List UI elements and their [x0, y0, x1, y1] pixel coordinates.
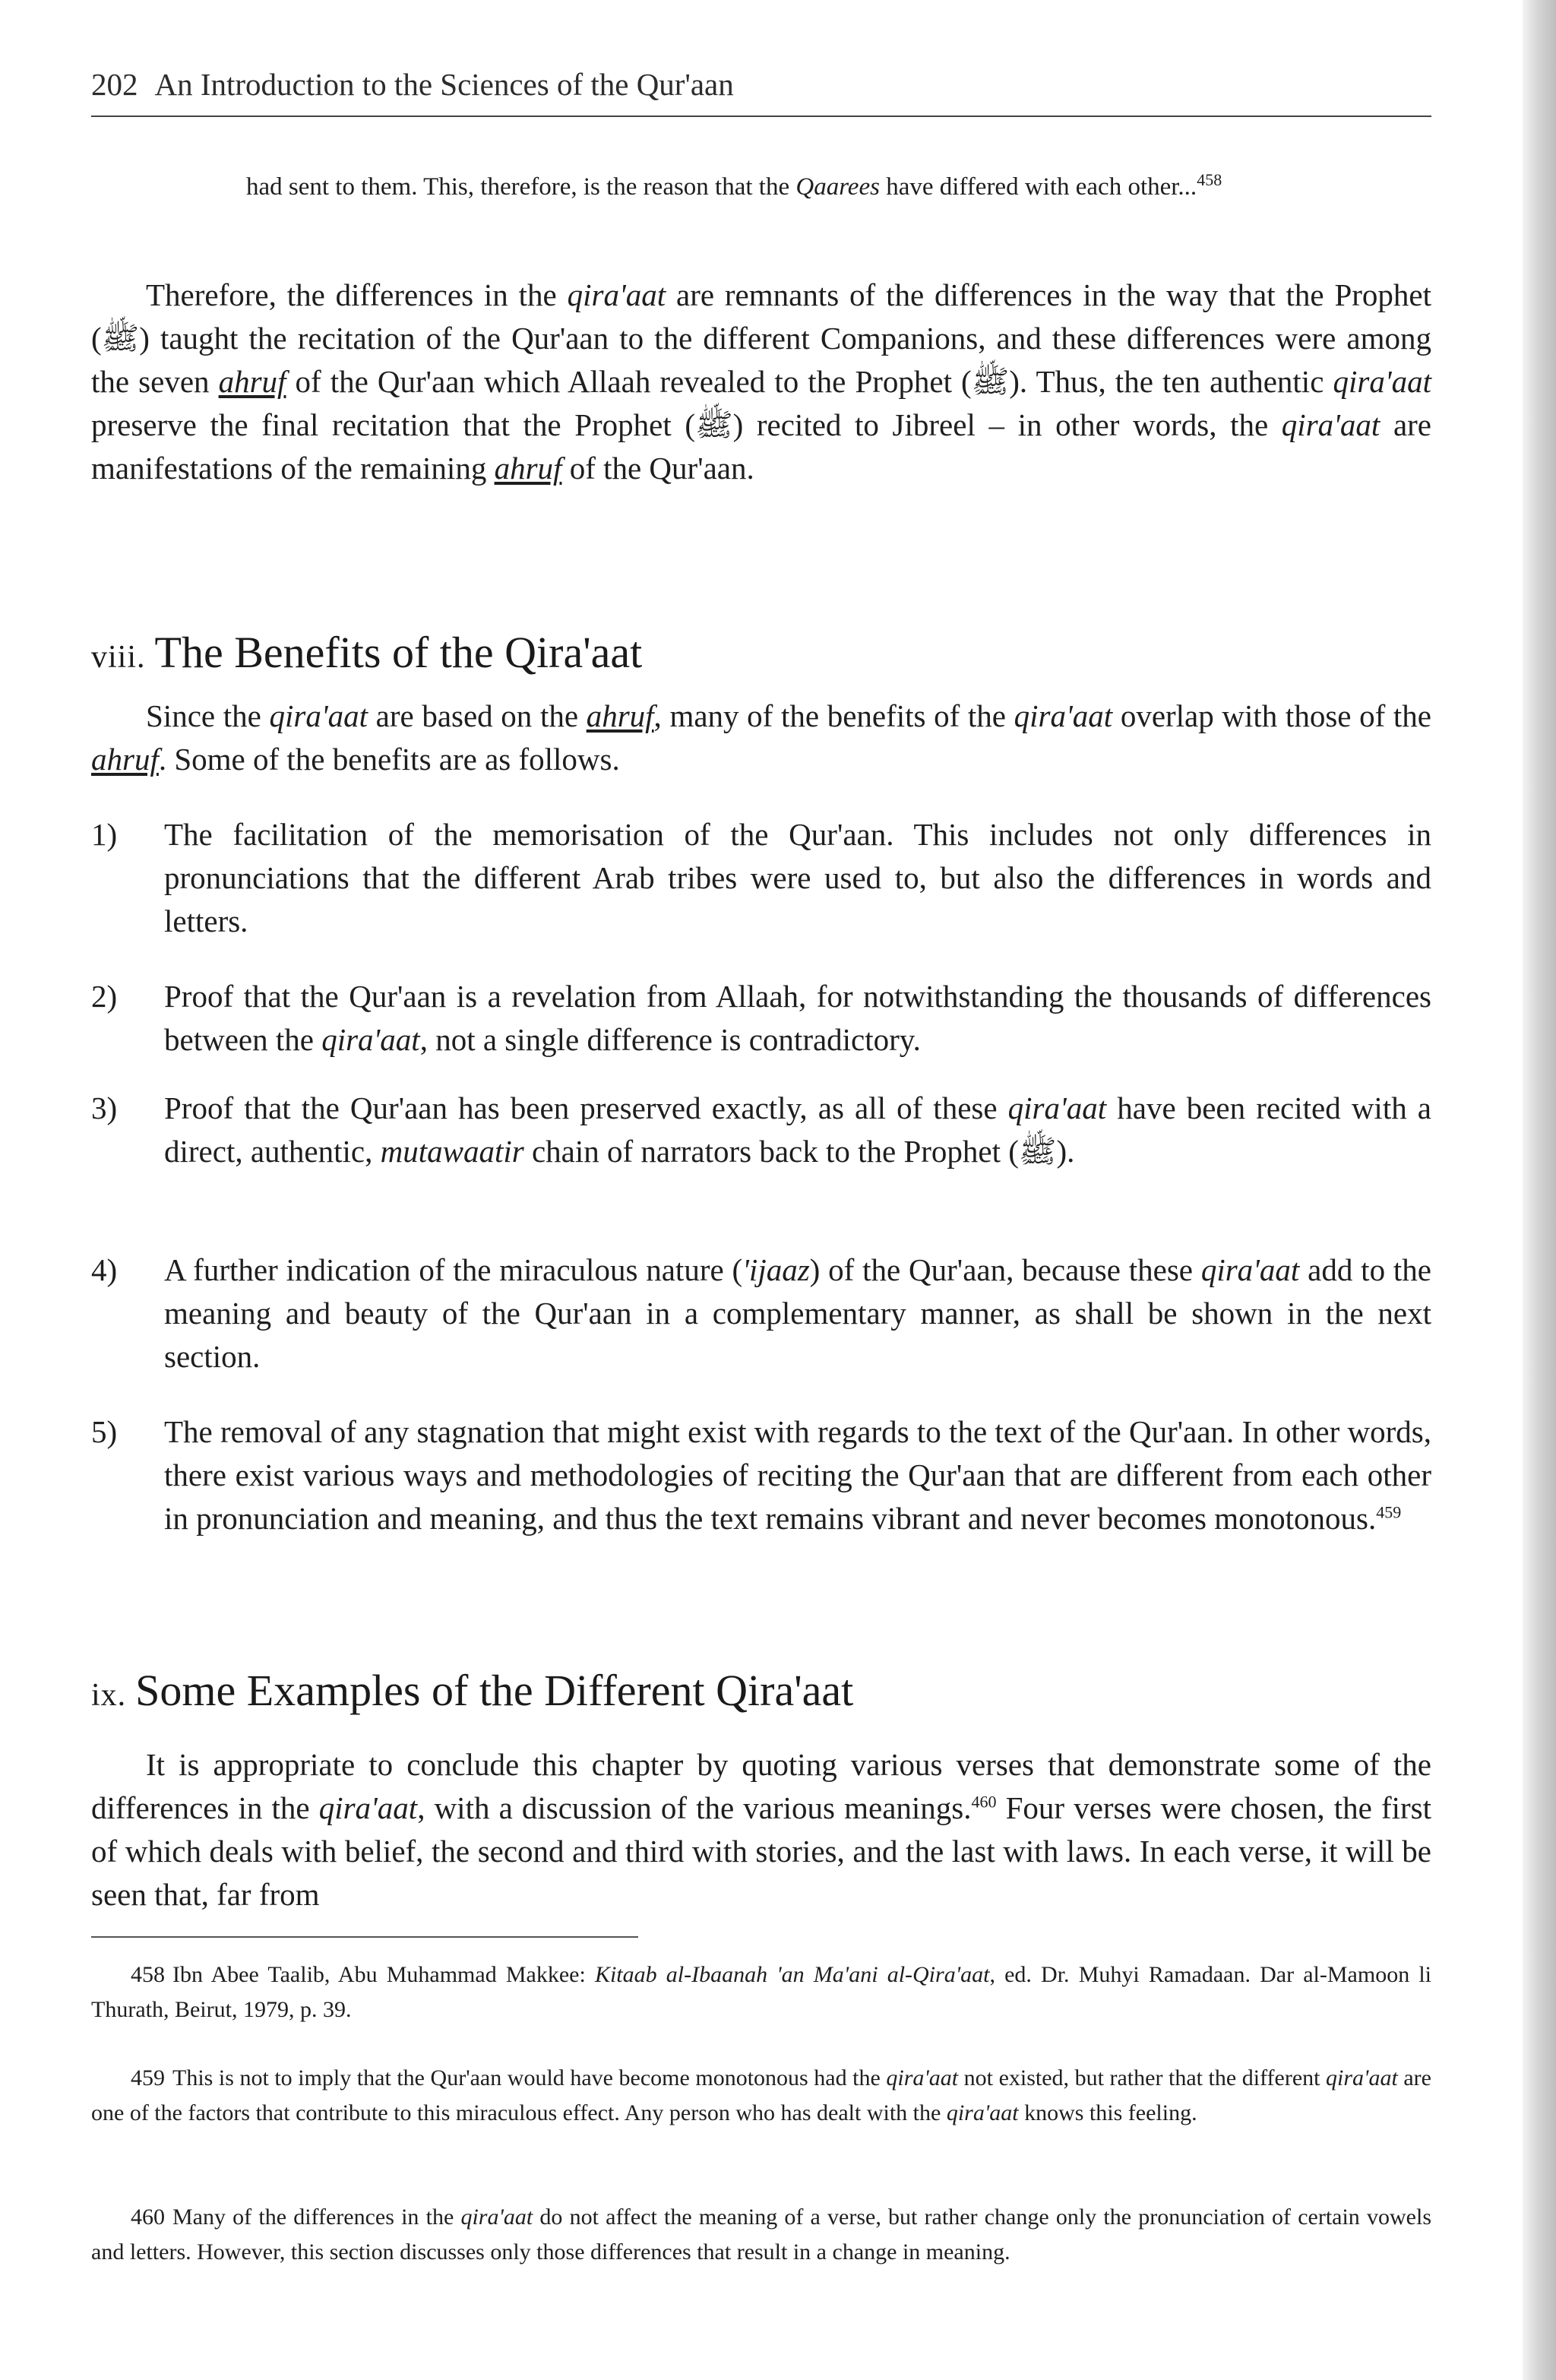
section-numeral: viii. — [91, 640, 146, 675]
section-title: Some Examples of the Different Qira'aat — [135, 1666, 854, 1715]
footnote: 460 Many of the differences in the qira'aat do not affect the meaning of a verse, but rather change only the pronunciation of certain vowels and letters. However, this section discusses only those differences that result in a change in meaning. — [91, 2204, 1431, 2264]
list-text: A further indication of the miraculous nature ('ijaaz) of the Qur'aan, because these qira'aat add to the meaning and beauty of the Qur'aan in a complementary manner, as shall be shown in the next section. — [164, 1252, 1431, 1374]
footnote-number: 459 — [131, 2065, 165, 2090]
paragraph-benefits-intro: Since the qira'aat are based on the ahruf, many of the benefits of the qira'aat overlap with those of the ahruf. Some of the benefits are as follows. — [91, 698, 1431, 777]
section-heading-benefits — [91, 626, 642, 684]
section-numeral: ix. — [91, 1678, 127, 1713]
page-number: 202 — [91, 67, 138, 102]
section-heading-examples — [91, 1664, 853, 1722]
paragraph-examples-intro: It is appropriate to conclude this chapter by quoting various verses that demonstrate some of the differences in the qira'aat, with a discussion of the various meanings.$^{460}$ Four verses were chosen, the first of which deals with belief, the second and third with stories, and the last with laws. In each verse, it will be seen that, far from — [91, 1747, 1432, 1912]
list-text: Proof that the Qur'aan has been preserved exactly, as all of these qira'aat have been recited with a direct, authentic, mutawaatir chain of narrators back to the Prophet (ﷺ). — [164, 1090, 1431, 1169]
footnote-rule — [91, 1936, 638, 1938]
footnote: 458 Ibn Abee Taalib, Abu Muhammad Makkee: Kitaab al-Ibaanah 'an Ma'ani al-Qira'aat, ed. Dr. Muhyi Ramadaan. Dar al-Mamoon li Thurath, Beirut, 1979, p. 39. — [91, 1962, 1432, 2022]
running-header — [91, 65, 1431, 103]
page-edge-shadow — [1523, 0, 1556, 2380]
footnote: 459 This is not to imply that the Qur'aan would have become monotonous had the qira'aat not existed, but rather that the different qira'aat are one of the factors that contribute to this miraculous effect. Any person who has dealt with the qira'aat knows this feeling. — [91, 2065, 1431, 2125]
list-number: 2) — [91, 979, 118, 1014]
section-title: The Benefits of the Qira'aat — [154, 628, 643, 677]
list-number: 4) — [91, 1252, 118, 1287]
header-rule — [91, 116, 1431, 117]
running-title: An Introduction to the Sciences of the Qur'aan — [154, 67, 734, 102]
footnote-number: 458 — [131, 1962, 165, 1987]
list-number: 1) — [91, 817, 118, 852]
footnote-number: 460 — [131, 2204, 165, 2230]
footnote-ref-459: 459 — [1376, 1502, 1402, 1522]
list-number: 5) — [91, 1414, 118, 1449]
list-number: 3) — [91, 1090, 118, 1125]
footnote-ref-458: 458 — [1197, 170, 1222, 189]
list-text: The facilitation of the memorisation of the Qur'aan. This includes not only differences in pronunciations that the different Arab tribes were used to, but also the differences in words and letters. — [164, 817, 1431, 938]
list-text: Proof that the Qur'aan is a revelation from Allaah, for notwithstanding the thousands of differences between the qira'aat, not a single difference is contradictory. — [164, 979, 1431, 1057]
footnote-ref-460: 460 — [971, 1792, 997, 1812]
block-quote: had sent to them. This, therefore, is the reason that the Qaarees have differed with each other...$^{458}$ — [246, 170, 1222, 201]
list-text: The removal of any stagnation that might exist with regards to the text of the Qur'aan. In other words, there exist various ways and methodologies of reciting the Qur'aan that are different from each other in pronunciation and meaning, and thus the text remains vibrant and never becomes monotonous.$^{459}$ — [164, 1414, 1431, 1536]
paragraph-differences: Therefore, the differences in the qira'aat are remnants of the differences in the way that the Prophet (ﷺ) taught the recitation of the Qur'aan to the different Companions, and these differences were among the seven ahruf of the Qur'aan which Allaah revealed to the Prophet (ﷺ). Thus, the ten authentic qira'aat preserve the final recitation that the Prophet (ﷺ) recited to Jibreel – in other words, the qira'aat are manifestations of the remaining ahruf of the Qur'aan. — [91, 277, 1431, 486]
